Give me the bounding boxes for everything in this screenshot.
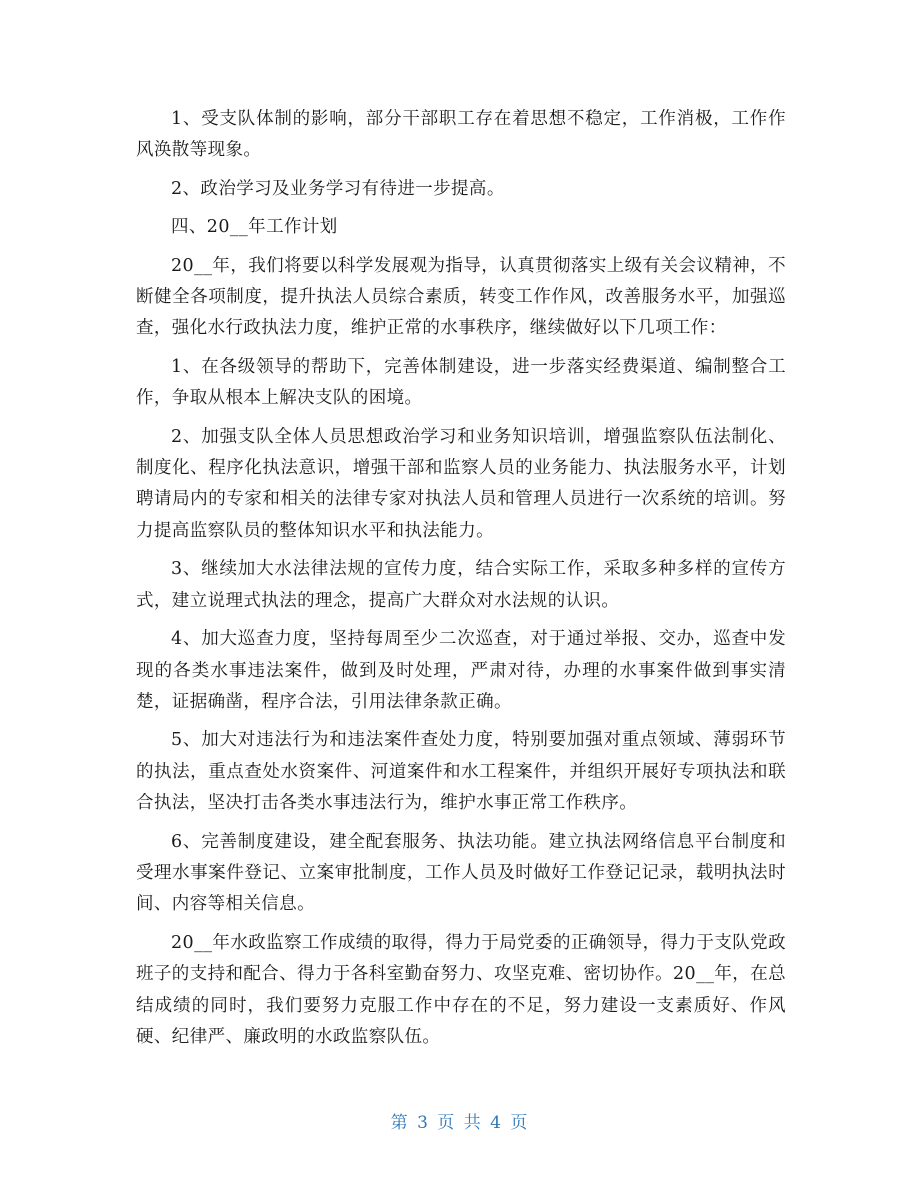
paragraph-plan-item-5: 5、加大对违法行为和违法案件查处力度，特别要加强对重点领域、薄弱环节的执法，重点查处水资案件、河道案件和水工程案件，并组织开展好专项执法和联合执法，坚决打击各类水事违法行为，维护水事正常工作秩序。 xyxy=(136,730,786,814)
page-number-label: 第 3 页 共 4 页 xyxy=(390,1113,530,1133)
paragraph-plan-item-3: 3、继续加大水法律法规的宣传力度，结合实际工作，采取多种多样的宣传方式，建立说理式执法的理念，提高广大群众对水法规的认识。 xyxy=(136,559,786,611)
section-heading-work-plan: 四、20__年工作计划 xyxy=(171,217,338,238)
paragraph-plan-item-1: 1、在各级领导的帮助下，完善体制建设，进一步落实经费渠道、编制整合工作，争取从根本上解决支队的困境。 xyxy=(136,356,786,409)
paragraph-plan-intro: 20__年，我们将要以科学发展观为指导，认真贯彻落实上级有关会议精神，不断健全各项制度，提升执法人员综合素质，转变工作作风，改善服务水平，加强巡查，强化水行政执法力度，维护正常的水事秩序，继续做好以下几项工作： xyxy=(136,255,786,339)
paragraph-plan-item-4: 4、加大巡查力度，坚持每周至少二次巡查，对于通过举报、交办，巡查中发现的各类水事违法案件，做到及时处理，严肃对待，办理的水事案件做到事实清楚，证据确凿，程序合法，引用法律条款正确。 xyxy=(136,629,786,712)
paragraph-plan-item-2: 2、加强支队全体人员思想政治学习和业务知识培训，增强监察队伍法制化、制度化、程序化执法意识，增强干部和监察人员的业务能力、执法服务水平，计划聘请局内的专家和相关的法律专家对执法人员和管理人员进行一次系统的培训。努力提高监察队员的整体知识水平和执法能力。 xyxy=(136,426,786,541)
paragraph-problem-2: 2、政治学习及业务学习有待进一步提高。 xyxy=(171,178,505,199)
paragraph-problem-1: 1、受支队体制的影响，部分干部职工存在着思想不稳定，工作消极，工作作风涣散等现象。 xyxy=(136,109,786,161)
page-footer xyxy=(0,1111,920,1135)
paragraph-plan-item-6: 6、完善制度建设，建全配套服务、执法功能。建立执法网络信息平台制度和受理水事案件登记、立案审批制度，工作人员及时做好工作登记记录，载明执法时间、内容等相关信息。 xyxy=(136,831,786,915)
document-body xyxy=(136,104,786,1053)
paragraph-conclusion: 20__年水政监察工作成绩的取得，得力于局党委的正确领导，得力于支队党政班子的支持和配合、得力于各科室勤奋努力、攻坚克难、密切协作。20__年，在总结成绩的同时，我们要努力克服工作中存在的不足，努力建设一支素质好、作风硬、纪律严、廉政明的水政监察队伍。 xyxy=(136,932,786,1047)
